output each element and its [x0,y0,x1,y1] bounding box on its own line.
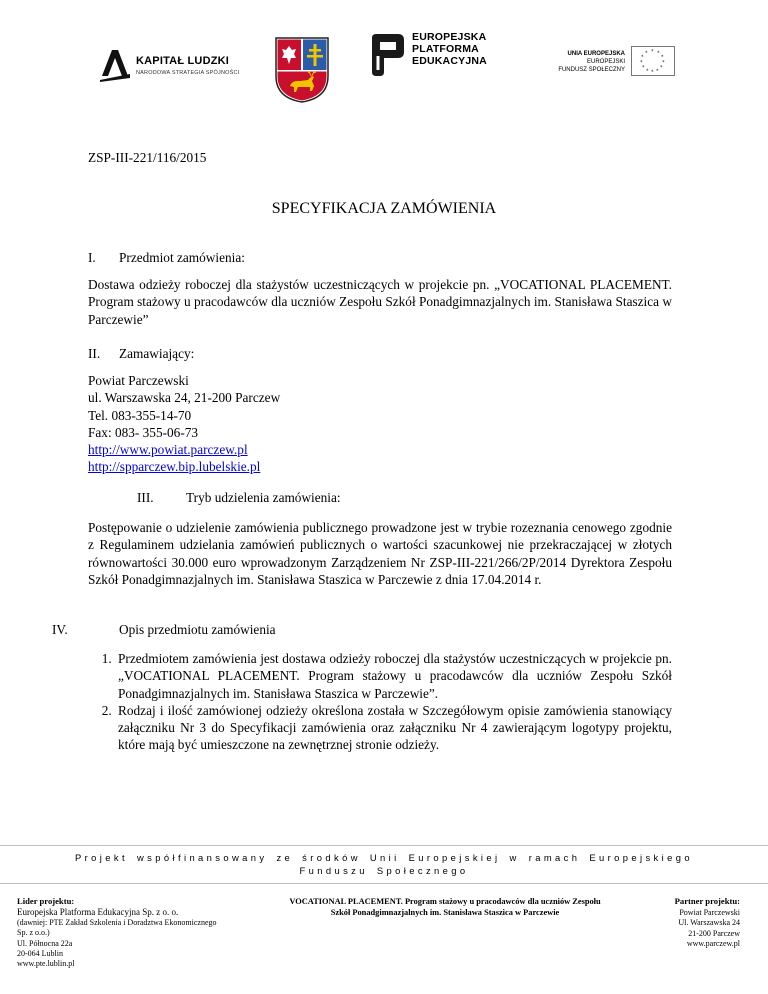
eu-line-3: FUNDUSZ SPOŁECZNY [558,67,625,73]
kapital-ludzki-emblem-icon [98,44,134,84]
kapital-ludzki-logo [98,44,238,84]
leader-city: 20-064 Lublin [17,948,63,958]
authority-address: ul. Warszawska 24, 21-200 Parczew [88,390,281,406]
svg-text:*: * [657,50,660,57]
leader-website: www.pte.lublin.pl [17,959,75,969]
coat-of-arms-icon [274,36,330,104]
footer-divider-bottom [0,883,768,884]
contracting-authority-details [88,372,672,476]
svg-text:*: * [651,49,654,55]
footer-motto-line-2: Funduszu Społecznego [299,864,469,876]
svg-text:*: * [660,65,663,71]
svg-text:*: * [661,54,664,61]
section-4-label: Opis przedmiotu zamówienia [119,622,276,637]
leader-heading: Lider projektu: [17,896,75,906]
svg-text:*: * [641,54,644,61]
svg-text:*: * [645,50,648,57]
footer-motto [0,852,768,877]
eu-flag-icon [631,46,675,76]
section-3-number: III. [137,490,154,505]
svg-text:*: * [642,65,645,71]
eu-line-2: EUROPEJSKI [586,59,625,65]
epe-line-1: EUROPEJSKA [412,31,487,43]
authority-bip-link[interactable]: http://spparczew.bip.lubelskie.pl [88,459,261,475]
svg-text:*: * [662,60,665,66]
svg-text:*: * [656,68,659,75]
eu-line-1: UNIA EUROPEJSKA [567,51,625,57]
footer-partner [600,896,740,949]
partner-heading: Partner projektu: [674,896,740,906]
svg-text:*: * [651,69,654,76]
section-3-body: Postępowanie o udzielenie zamówienia publicznego prowadzone jest w trybie rozeznania cenowego zgodnie z Regulaminem udzielania zamówień publicznych o wartości szacunkowej nie przekraczającej w złotych równowartości 30.000 euro wprowadzonym Zarządzeniem Nr ZSP-III-221/266/2P/2014 Dyrektora Zespołu Szkół Ponadgimnazjalnych im. Stanisława Staszica w Parczewie z dnia 17.04.2014 r. [88,520,672,587]
leader-street: Ul. Północna 22a [17,938,73,948]
eu-logo [555,50,675,80]
footer-leader [17,896,267,969]
footer-project-name: VOCATIONAL PLACEMENT. Program stażowy u pracodawców dla uczniów Zespołu Szkół Ponadgimnazjalnych im. Stanisława Staszica w Parczewie [289,897,601,918]
authority-phone: Tel. 083-355-14-70 [88,407,192,423]
footer-divider-top [0,845,768,846]
document-number: ZSP-III-221/116/2015 [88,150,207,165]
section-3-label: Tryb udzielenia zamówienia: [186,490,341,505]
partner-city: 21-200 Parczew [688,928,740,938]
authority-fax: Fax: 083- 355-06-73 [88,424,199,440]
epe-logo [366,30,516,80]
list-item: 1. Przedmiotem zamówienia jest dostawa odzieży roboczej dla stażystów uczestniczących w projekcie pn. „VOCATIONAL PLACEMENT. Program stażowy u pracodawców dla uczniów Zespołu Szkół Ponadgimnazjalnych im. Stanisława Staszica w Parczewie”. [115,650,672,702]
list-item: 2. Rodzaj i ilość zamówionej odzieży określona została w Szczegółowym opisie zamówienia stanowiący załączniku Nr 3 do Specyfikacji zamówienia oraz załączniku Nr 4 zawierającym logotypy projektu, które mają być umieszczone na zewnętrznej stronie odzieży. [115,702,672,754]
page-title: SPECYFIKACJA ZAMÓWIENIA [271,200,497,217]
section-2-number: II. [88,346,101,361]
epe-line-3: EDUKACYJNA [412,55,487,67]
footer-motto-line-1: Projekt współfinansowany ze środków Unii Europejskiej w ramach Europejskiego [75,852,693,863]
coat-of-arms-logo [274,36,330,104]
epe-emblem-icon [366,32,408,78]
partner-website: www.parczew.pl [686,938,740,948]
partner-street: Ul. Warszawska 24 [678,918,740,928]
partner-name: Powiat Parczewski [679,908,740,918]
kapital-ludzki-title: KAPITAŁ LUDZKI [136,55,230,67]
section-1-body: Dostawa odzieży roboczej dla stażystów uczestniczących w projekcie pn. „VOCATIONAL PLACEMENT. Program stażowy u pracodawców dla uczniów Zespołu Szkół Ponadgimnazjalnych im. Stanisława Staszica w Parczewie” [88,277,672,327]
leader-former-name: (dawniej: PTE Zakład Szkolenia i Doradztwa Ekonomicznego [17,918,217,928]
authority-website-link[interactable]: http://www.powiat.parczew.pl [88,442,248,458]
section-4-list [94,650,672,754]
leader-name: Europejska Platforma Edukacyjna Sp. z o. o. [17,907,179,918]
epe-line-2: PLATFORMA [412,43,479,55]
kapital-ludzki-subtitle: NARODOWA STRATEGIA SPÓJNOŚCI [136,70,240,76]
section-1-number: I. [88,250,96,265]
section-2-label: Zamawiający: [119,346,195,361]
svg-text:*: * [646,68,649,75]
section-4-number: IV. [52,622,68,637]
svg-text:*: * [640,60,643,66]
section-1-label: Przedmiot zamówienia: [119,250,245,265]
leader-former-name-2: Sp. z o.o.) [17,928,50,938]
authority-name: Powiat Parczewski [88,373,189,388]
